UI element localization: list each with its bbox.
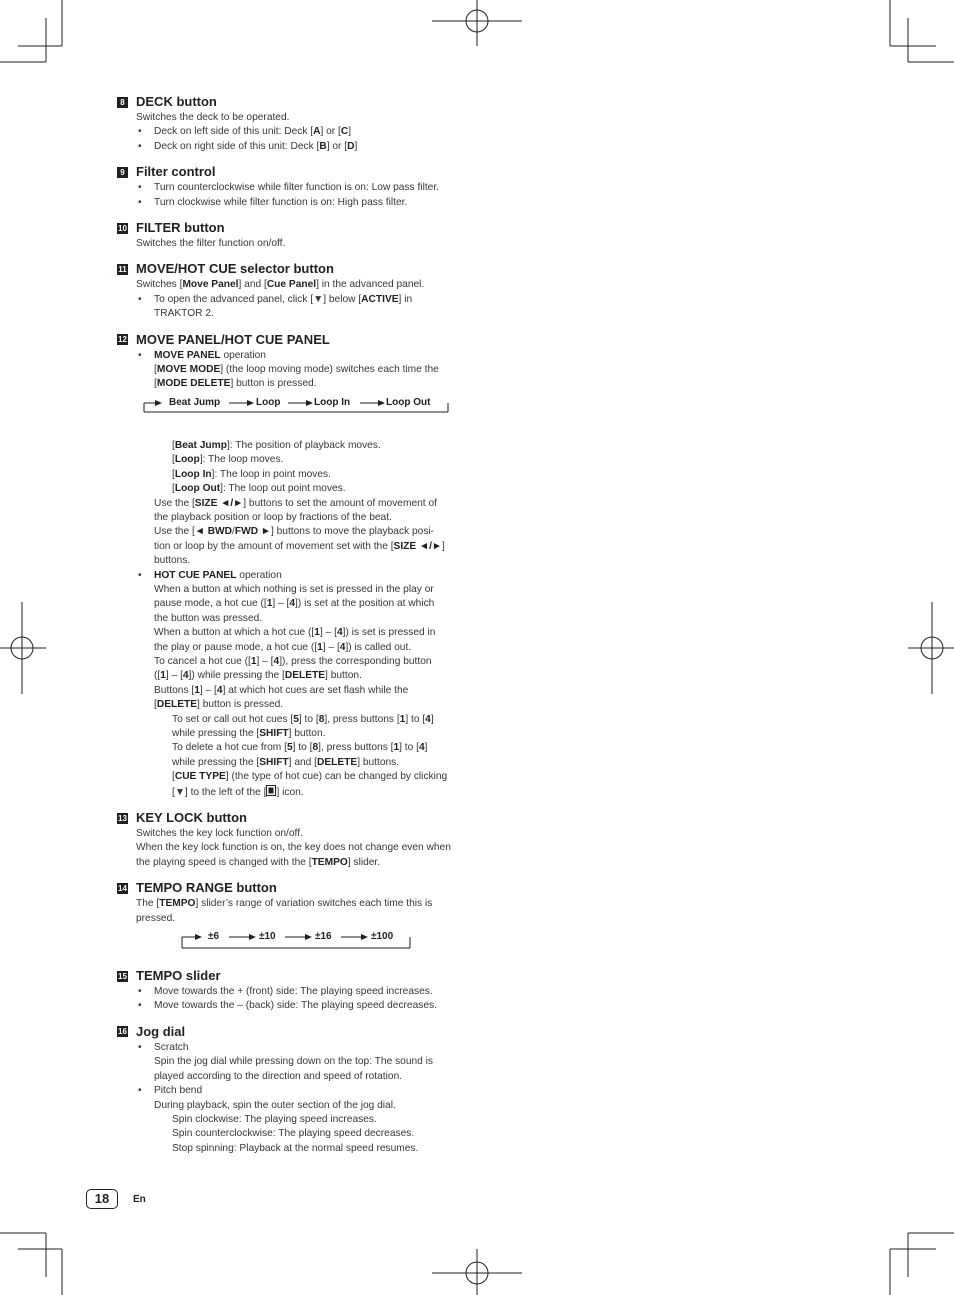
section-number: 14 — [118, 883, 127, 893]
cue-type-icon — [266, 785, 276, 796]
section-filter-button — [117, 220, 487, 251]
section-tempo-range-button: 14 TEMPO RANGE button The [TEMPO] slider’s range of variation switches each time this is pressed. ±6 ±10 ±16 ±100 — [117, 880, 487, 958]
section-title: MOVE PANEL/HOT CUE PANEL — [136, 331, 330, 347]
flow-step: ±100 — [371, 931, 394, 943]
bullet-item: • Move towards the + (front) side: The playing speed increases. — [154, 985, 487, 999]
section-title: FILTER button — [136, 220, 225, 236]
section-number: 11 — [118, 264, 127, 274]
flow-step: Loop In — [314, 396, 351, 408]
flow-step: ±10 — [259, 931, 276, 943]
section-number: 9 — [117, 167, 128, 178]
section-number: 16 — [118, 1027, 127, 1037]
bullet-item: • Turn counterclockwise while filter function is on: Low pass filter. — [154, 181, 487, 195]
body-text: Switches [Move Panel] and [Cue Panel] in the advanced panel. — [136, 279, 425, 291]
section-number: 13 — [118, 813, 127, 823]
body-text: Switches the filter function on/off. — [136, 238, 286, 250]
bullet-item: • Turn clockwise while filter function is on: High pass filter. — [154, 196, 487, 210]
section-title: TEMPO RANGE button — [136, 880, 277, 896]
section-deck-button — [117, 94, 487, 154]
section-jog-dial: 16 Jog dial • Scratch Spin the jog dial while pressing down on the top: The sound is played according to the direction and speed of rotation. • Pitch bend During playback, spin the outer section of the jog dial. Spin clockwise: The playing speed increases. Spin counterclockwise: The playing speed decreases. Stop spinning: Playback at the normal speed resumes. — [117, 1024, 487, 1156]
section-number: 8 — [117, 97, 128, 108]
flow-step: Loop — [256, 396, 281, 408]
section-tempo-slider — [117, 968, 487, 1014]
bullet-continuation: TRAKTOR 2. — [154, 308, 214, 320]
flow-step: ±16 — [315, 931, 332, 943]
flow-step: ±6 — [208, 931, 220, 943]
section-key-lock-button: 13 KEY LOCK button Switches the key lock function on/off. When the key lock function is on, the key does not change even when the playing speed is changed with the [TEMPO] slider. — [118, 810, 451, 868]
section-title: Jog dial — [136, 1023, 186, 1039]
manual-content — [117, 94, 487, 1166]
bullet-item: • To open the advanced panel, click [▼] below [ACTIVE] in — [154, 293, 487, 307]
page-number: 18 — [86, 1189, 118, 1209]
section-title: DECK button — [136, 94, 217, 109]
bullet-item: • Move towards the – (back) side: The playing speed decreases. — [154, 999, 487, 1013]
bullet-item: • Deck on right side of this unit: Deck [B] or [D] — [154, 140, 487, 154]
section-number: 10 — [118, 223, 127, 233]
section-title: KEY LOCK button — [136, 810, 247, 826]
section-filter-control — [117, 164, 487, 210]
body-text: Switches the deck to be operated. — [136, 112, 290, 123]
section-number: 12 — [118, 335, 127, 345]
section-move-hot-cue-selector — [117, 261, 487, 321]
bullet-item: • Deck on left side of this unit: Deck [A] or [C] — [154, 125, 487, 139]
tempo-range-flow-diagram — [117, 926, 487, 958]
flow-step: Loop Out — [386, 396, 431, 408]
bullet-item: • Scratch — [154, 1041, 487, 1055]
bullet-item: • HOT CUE PANEL operation — [154, 569, 487, 583]
move-mode-flow-diagram — [117, 392, 487, 425]
flow-step: Beat Jump — [169, 396, 221, 408]
section-number: 15 — [118, 971, 127, 981]
section-title: MOVE/HOT CUE selector button — [136, 261, 334, 277]
section-title: TEMPO slider — [136, 968, 221, 984]
bullet-item: • Pitch bend — [154, 1084, 487, 1098]
section-title: Filter control — [136, 164, 216, 180]
section-move-panel-hot-cue-panel: 12 MOVE PANEL/HOT CUE PANEL • MOVE PANEL operation [MOVE MODE] (the loop moving mode) switches each time the [MODE DELETE] button is pressed. Beat Jump Loop Loop In Loop Out [Beat Jump]: The position of playback moves. [Loop]: The loop moves. [Loop In]: The loop in point moves. [Loop Out]: The loop out point moves. Use the [SIZE ◄/►] buttons to set the amount of movement of the playback position or loop by fractions of the beat. Use the [◄ BWD/FWD ►] buttons to move the playback posi- tion or loop by the amount of movement set with the [SIZE ◄/►] buttons. • HOT CUE PANEL operation When a button at which nothing is set is pressed in the play or pause mode, a hot cue ([1] – [4]) is set at the position at which the button was pressed. When a button at which a hot cue ([1] – [4]) is set is pressed in the play or pause mode, a hot cue ([1] – [4]) is called out. To cancel a hot cue ([1] – [4]), press the corresponding button ([1] – [4]) while pressing the [DELETE] button. Buttons [1] – [4] at which hot cues are set flash while the [DELETE] button is pressed. To set or call out hot cues [5] to [8], press buttons [1] to [4] while pressing the [SHIFT] button. To delete a hot cue from [5] to [8], press buttons [1] to [4] while pressing the [SHIFT] and [DELETE] buttons. [CUE TYPE] (the type of hot cue) can be changed by clicking [▼] to the left of the [ ] icon. — [117, 332, 487, 800]
bullet-item: • MOVE PANEL operation — [154, 349, 487, 363]
language-label: En — [133, 1193, 146, 1205]
flow-lines — [117, 926, 457, 956]
page-footer — [86, 1189, 146, 1209]
